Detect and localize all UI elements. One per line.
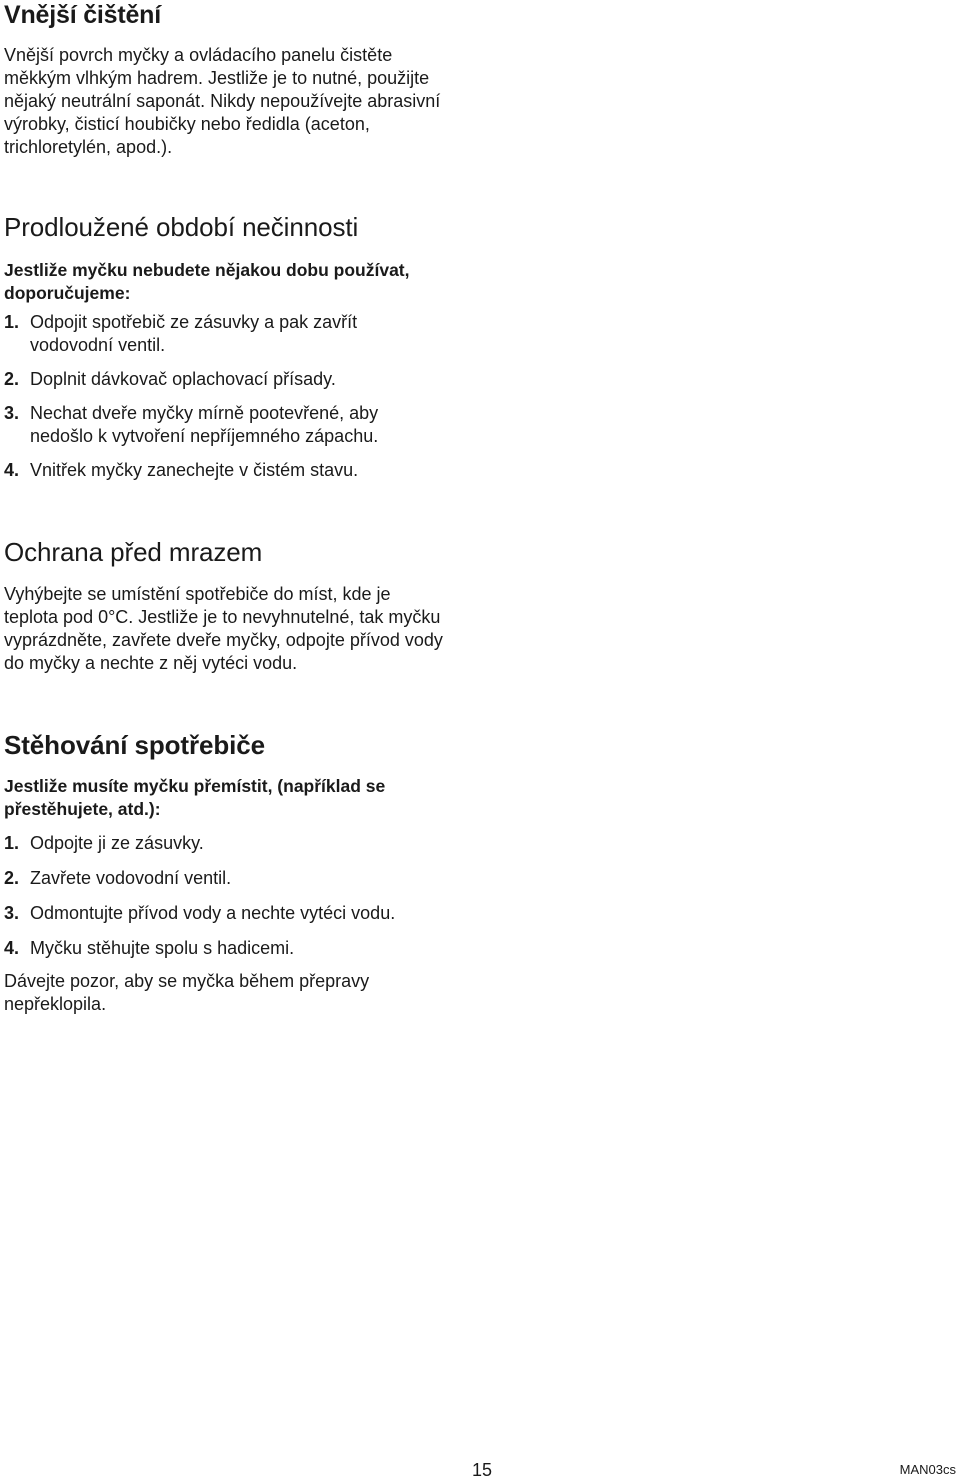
list-item	[4, 902, 444, 925]
steps-list	[4, 311, 434, 482]
list-item-number: 3.	[4, 403, 20, 423]
list-item	[4, 311, 434, 357]
page-number: 15	[472, 1460, 493, 1480]
list-item-text: Odpojte ji ze zásuvky.	[30, 833, 204, 853]
list-item-text: Myčku stěhujte spolu s hadicemi.	[30, 938, 295, 958]
list-item	[4, 368, 434, 391]
list-item	[4, 459, 434, 482]
section-paragraph: Vnější povrch myčky a ovládacího panelu čistěte měkkým vlhkým hadrem. Jestliže je to nutné, použijte nějaký neutrální saponát. Nikdy nepoužívejte abrasivní výrobky, čisticí houbičky nebo ředidla (aceton, trichloretylén, apod.).	[4, 45, 441, 157]
section-title: Vnější čištění	[4, 1, 161, 29]
list-item	[4, 867, 444, 890]
section-title: Ochrana před mrazem	[4, 537, 263, 567]
list-item-number: 4.	[4, 460, 20, 480]
list-item-text: Vnitřek myčky zanechejte v čistém stavu.	[30, 460, 359, 480]
list-item-number: 2.	[4, 369, 20, 389]
section-lead: Jestliže musíte myčku přemístit, (například se přestěhujete, atd.):	[4, 776, 386, 819]
list-item-number: 4.	[4, 938, 20, 958]
list-item-number: 2.	[4, 868, 20, 888]
list-item	[4, 937, 444, 960]
list-item-text: Odpojit spotřebič ze zásuvky a pak zavřít vodovodní ventil.	[30, 312, 358, 355]
section-title: Prodloužené období nečinnosti	[4, 212, 359, 242]
document-code: MAN03cs	[899, 1462, 956, 1477]
list-item-text: Odmontujte přívod vody a nechte vytéci vodu.	[30, 903, 396, 923]
list-item	[4, 832, 444, 855]
steps-list	[4, 832, 444, 960]
list-item-text: Zavřete vodovodní ventil.	[30, 868, 232, 888]
section-closing-note: Dávejte pozor, aby se myčka během přepravy nepřeklopila.	[4, 971, 370, 1014]
section-paragraph: Vyhýbejte se umístění spotřebiče do míst, kde je teplota pod 0°C. Jestliže je to nevyhnutelné, tak myčku vyprázdněte, zavřete dveře myčky, odpojte přívod vody do myčky a nechte z něj vytéci vodu.	[4, 584, 443, 673]
list-item-number: 1.	[4, 833, 20, 853]
section-lead: Jestliže myčku nebudete nějakou dobu používat, doporučujeme:	[4, 260, 410, 303]
list-item-number: 3.	[4, 903, 20, 923]
list-item-number: 1.	[4, 312, 20, 332]
list-item-text: Doplnit dávkovač oplachovací přísady.	[30, 369, 336, 389]
section-title: Stěhování spotřebiče	[4, 730, 265, 760]
list-item	[4, 402, 434, 448]
list-item-text: Nechat dveře myčky mírně pootevřené, aby nedošlo k vytvoření nepříjemného zápachu.	[30, 403, 379, 446]
